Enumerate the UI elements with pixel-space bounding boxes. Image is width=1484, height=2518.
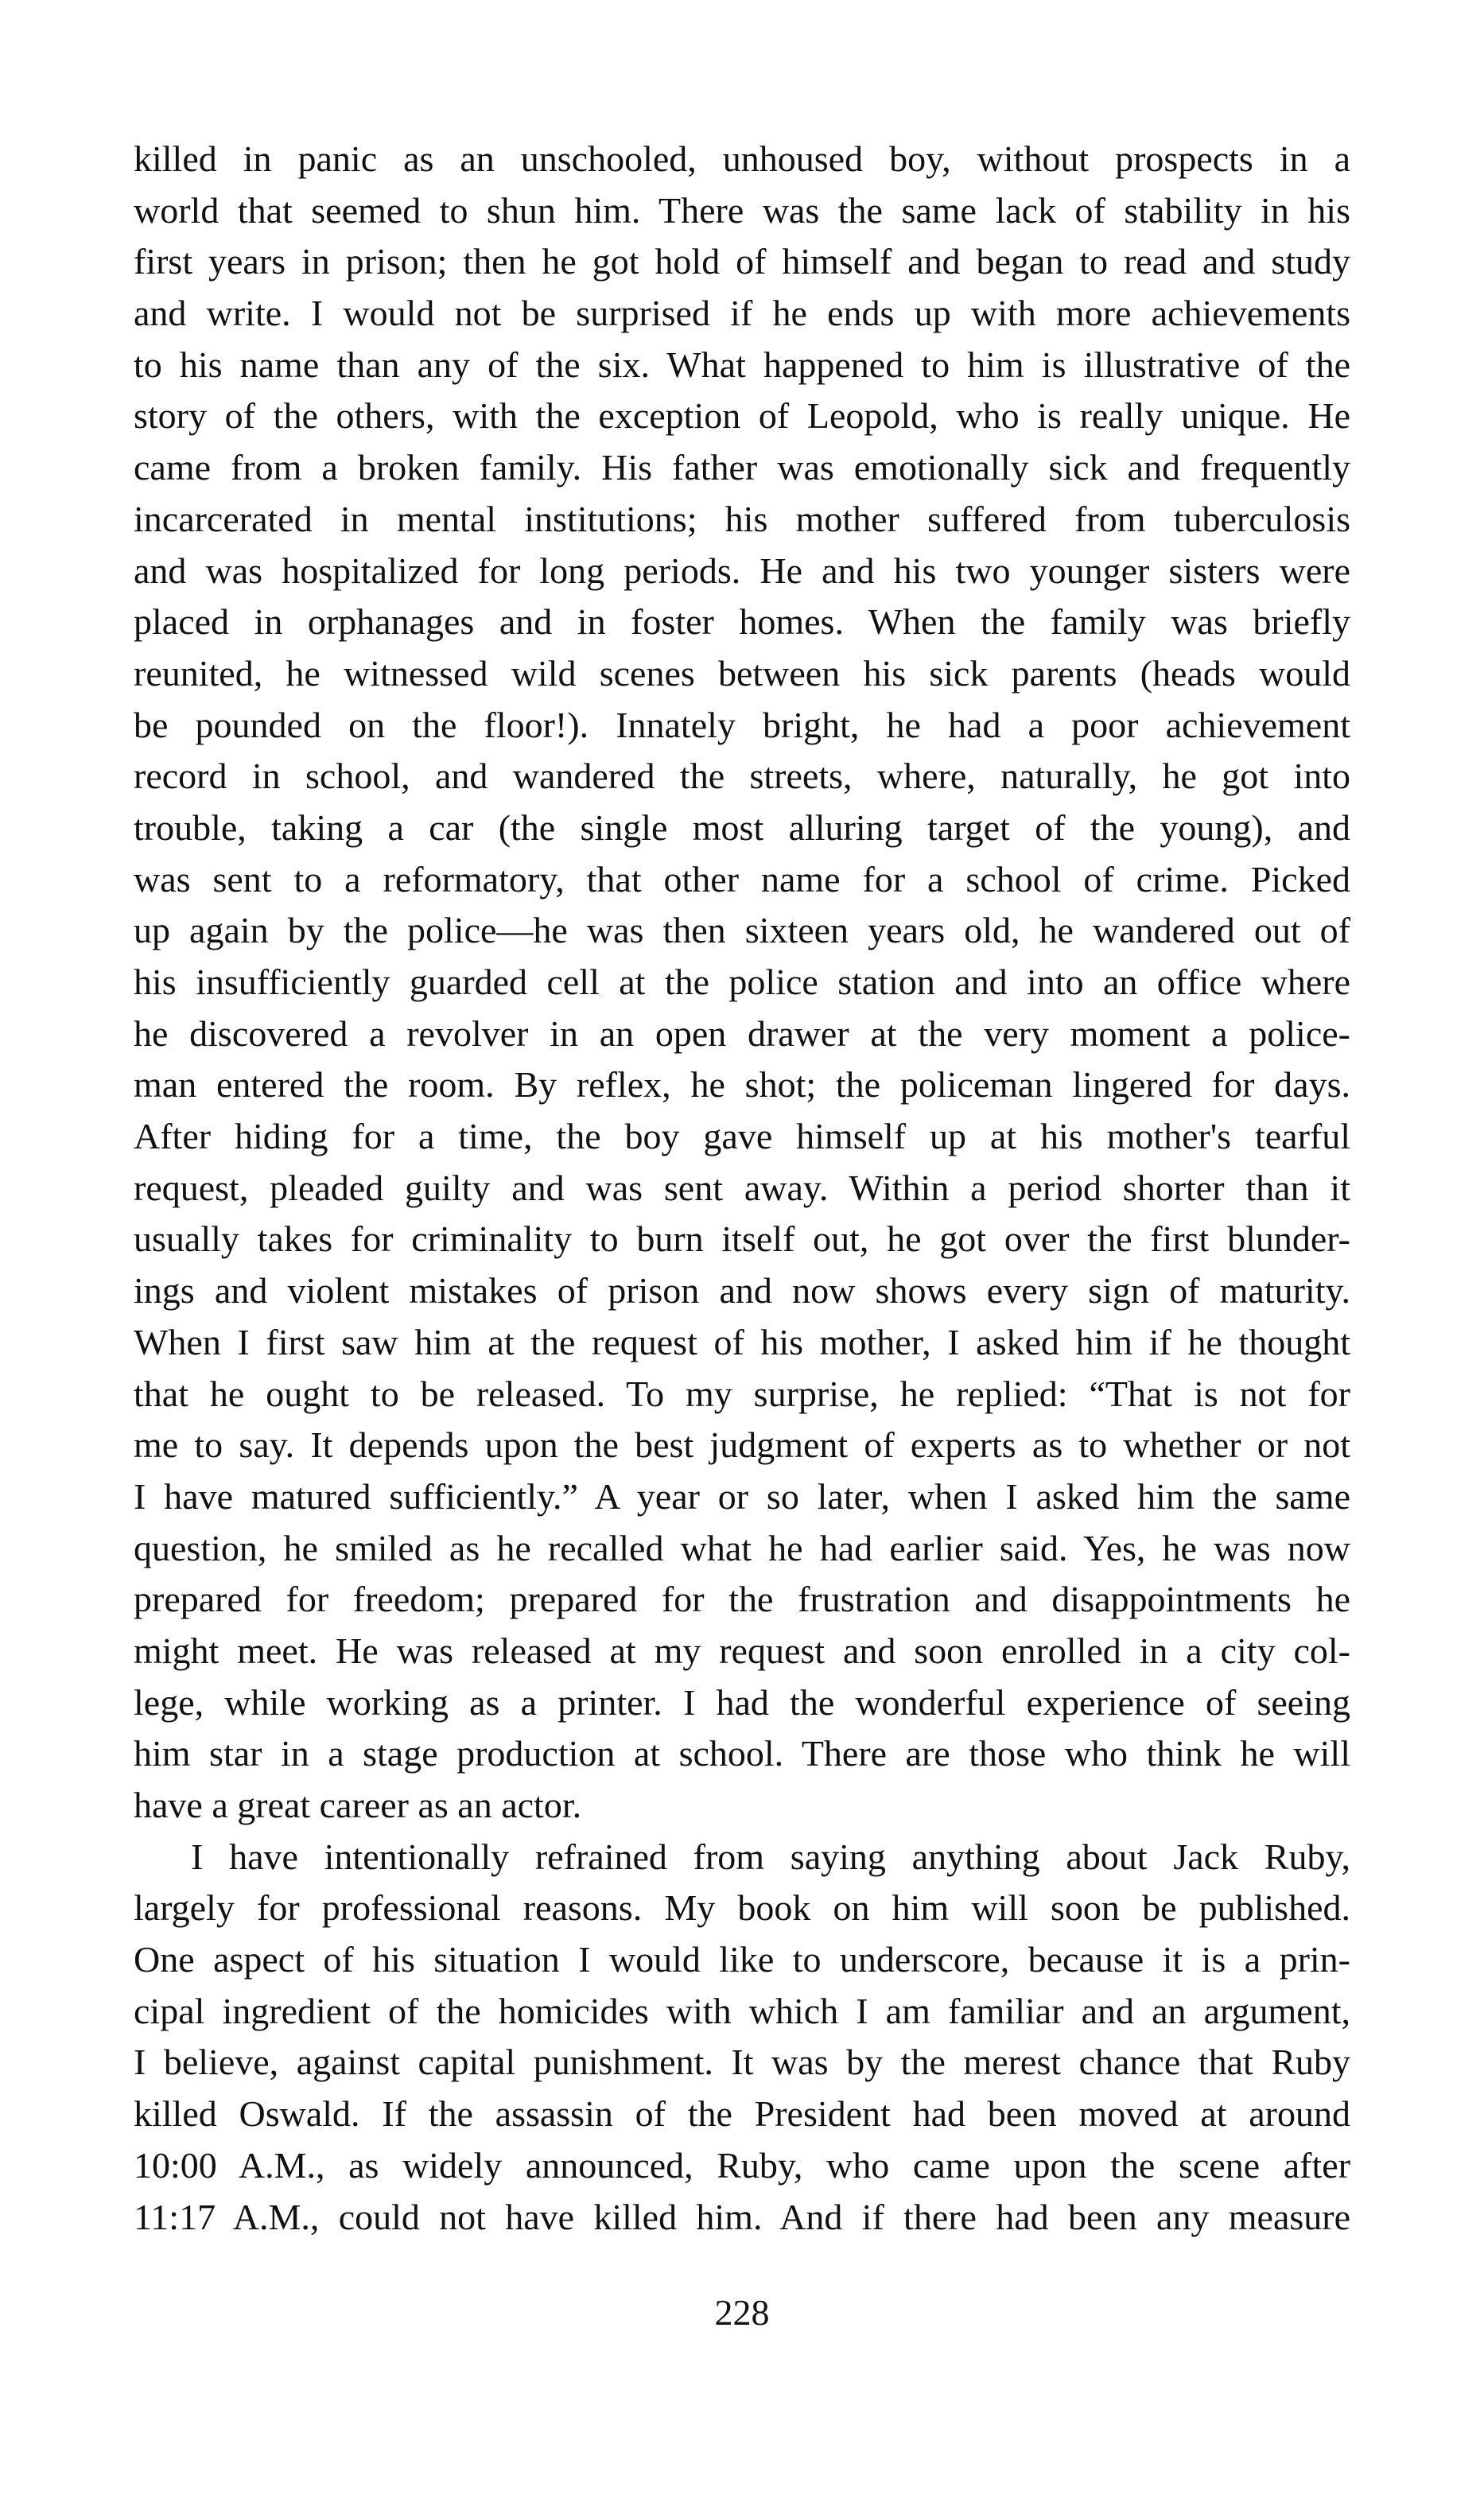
- text-line: and write. I would not be surprised if he ends up with more achievements: [134, 293, 1350, 334]
- text-line: have a great career as an actor.: [134, 1785, 582, 1825]
- text-line: request, pleaded guilty and was sent away. Within a period shorter than it: [134, 1167, 1350, 1208]
- text-line: up again by the police—he was then sixteen years old, he wandered out of: [134, 910, 1350, 951]
- text-line: I have matured sufficiently.” A year or so later, when I asked him the same: [134, 1475, 1350, 1517]
- text-line: I believe, against capital punishment. It was by the merest chance that Ruby: [134, 2042, 1350, 2083]
- text-line: usually takes for criminality to burn itself out, he got over the first blunder-: [134, 1218, 1350, 1260]
- text-line: placed in orphanages and in foster homes. When the family was briefly: [134, 601, 1350, 643]
- page-number: 228: [714, 2292, 770, 2333]
- text-line: 11:17 A.M., could not have killed him. And if there had been any measure: [134, 2196, 1350, 2237]
- text-line: When I first saw him at the request of his mother, I asked him if he thought: [134, 1321, 1350, 1362]
- text-line: story of the others, with the exception of Leopold, who is really unique. He: [134, 395, 1350, 437]
- text-line: I have intentionally refrained from saying anything about Jack Ruby,: [191, 1836, 1350, 1877]
- text-line: was sent to a reformatory, that other name for a school of crime. Picked: [134, 858, 1350, 900]
- text-line: he discovered a revolver in an open drawer at the very moment a police-: [134, 1012, 1350, 1054]
- text-line: One aspect of his situation I would like to underscore, because it is a prin-: [134, 1939, 1350, 1980]
- text-line: and was hospitalized for long periods. He and his two younger sisters were: [134, 550, 1350, 591]
- text-line: killed Oswald. If the assassin of the President had been moved at around: [134, 2093, 1350, 2135]
- text-line: largely for professional reasons. My book on him will soon be published.: [134, 1887, 1350, 1929]
- body-text: [134, 134, 1350, 2243]
- text-line: question, he smiled as he recalled what he had earlier said. Yes, he was now: [134, 1527, 1350, 1568]
- text-line: reunited, he witnessed wild scenes between his sick parents (heads would: [134, 652, 1350, 694]
- text-line: lege, while working as a printer. I had the wonderful experience of seeing: [134, 1681, 1350, 1723]
- text-line: incarcerated in mental institutions; his mother suffered from tuberculosis: [134, 498, 1350, 539]
- text-line: trouble, taking a car (the single most alluring target of the young), and: [134, 806, 1350, 848]
- text-line: his insufficiently guarded cell at the police station and into an office where: [134, 962, 1350, 1002]
- text-line: first years in prison; then he got hold of himself and began to read and study: [134, 241, 1350, 282]
- text-line: record in school, and wandered the streets, where, naturally, he got into: [134, 756, 1350, 797]
- text-line: prepared for freedom; prepared for the frustration and disappointments he: [134, 1579, 1350, 1620]
- text-line: to his name than any of the six. What happened to him is illustrative of the: [134, 344, 1350, 385]
- text-line: be pounded on the floor!). Innately bright, he had a poor achievement: [134, 704, 1350, 745]
- text-line: world that seemed to shun him. There was the same lack of stability in his: [134, 189, 1350, 231]
- text-line: After hiding for a time, the boy gave himself up at his mother's tearful: [134, 1116, 1350, 1157]
- text-line: 10:00 A.M., as widely announced, Ruby, who came upon the scene after: [134, 2144, 1350, 2186]
- text-line: killed in panic as an unschooled, unhoused boy, without prospects in a: [134, 138, 1350, 179]
- text-line: cipal ingredient of the homicides with which I am familiar and an argument,: [134, 1990, 1350, 2031]
- paragraph: [134, 1832, 1350, 2244]
- text-line: might meet. He was released at my request and soon enrolled in a city col-: [134, 1630, 1350, 1671]
- text-line: came from a broken family. His father was emotionally sick and frequently: [134, 447, 1350, 488]
- text-line: man entered the room. By reflex, he shot; the policeman lingered for days.: [134, 1064, 1350, 1106]
- paragraph: [134, 134, 1350, 1832]
- text-line: me to say. It depends upon the best judgment of experts as to whether or not: [134, 1424, 1350, 1466]
- text-line: that he ought to be released. To my surprise, he replied: “That is not for: [134, 1373, 1350, 1414]
- text-line: him star in a stage production at school. There are those who think he will: [134, 1733, 1350, 1774]
- text-line: ings and violent mistakes of prison and now shows every sign of maturity.: [134, 1270, 1350, 1311]
